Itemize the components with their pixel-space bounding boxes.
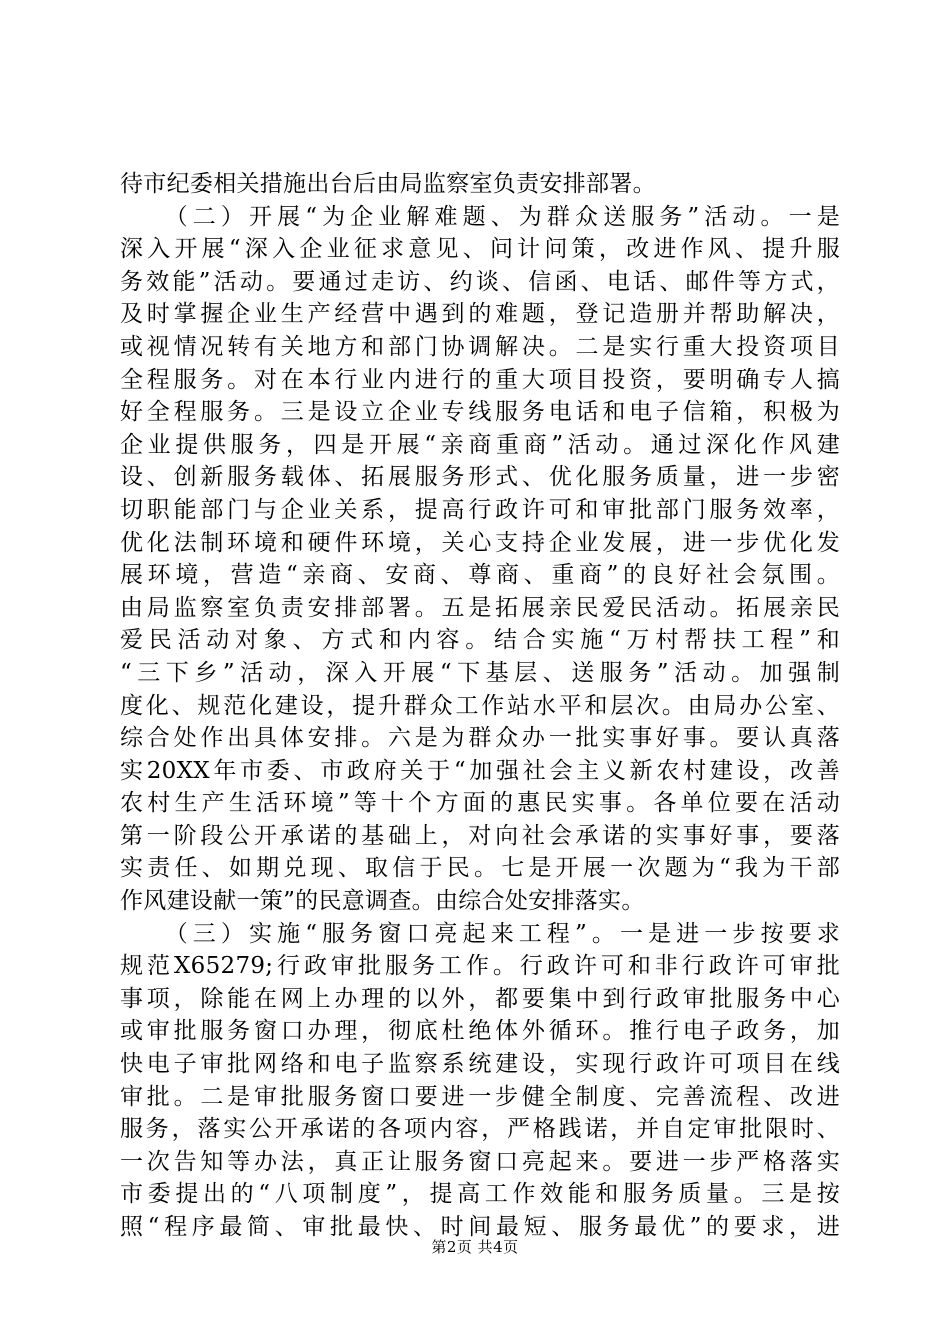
text-line: 全程服务。对在本行业内进行的重大项目投资，要明确专人搞 — [120, 366, 840, 393]
text-line: 及时掌握企业生产经营中遇到的难题，登记造册并帮助解决， — [120, 301, 840, 328]
text-line: 深入开展“深入企业征求意见、问计问策，改进作风、提升服 — [120, 236, 840, 263]
text-line: 服务，落实公开承诺的各项内容，严格践诺，并自定审批限时、 — [120, 1116, 840, 1143]
text-line: 待市纪委相关措施出台后由局监察室负责安排部署。 — [120, 171, 656, 197]
text-line: 作风建设献一策”的民意调查。由综合处安排落实。 — [120, 888, 645, 915]
text-line: “三下乡”活动，深入开展“下基层、送服务”活动。加强制 — [120, 659, 840, 686]
text-line: 切职能部门与企业关系，提高行政许可和审批部门服务效率， — [120, 496, 840, 523]
text-line: 或视情况转有关地方和部门协调解决。二是实行重大投资项目 — [120, 333, 840, 360]
page-number-label: 第2页 共4页 — [431, 1238, 519, 1256]
text-line: 好全程服务。三是设立企业专线服务电话和电子信箱，积极为 — [120, 399, 840, 426]
text-line: 展环境，营造“亲商、安商、尊商、重商”的良好社会氛围。 — [120, 562, 840, 589]
text-line: 第一阶段公开承诺的基础上，对向社会承诺的实事好事，要落 — [120, 822, 840, 849]
text-line: 优化法制环境和硬件环境，关心支持企业发展，进一步优化发 — [120, 529, 840, 556]
text-line: 规范X65279;行政审批服务工作。行政许可和非行政许可审批 — [120, 953, 840, 980]
text-line: 务效能”活动。要通过走访、约谈、信函、电话、邮件等方式， — [120, 268, 840, 295]
text-line: 综合处作出具体安排。六是为群众办一批实事好事。要认真落 — [120, 725, 840, 752]
text-line: 照“程序最简、审批最快、时间最短、服务最优”的要求，进 — [120, 1214, 840, 1240]
page-footer — [0, 1236, 950, 1257]
text-line: 市委提出的“八项制度”，提高工作效能和服务质量。三是按 — [120, 1181, 840, 1208]
document-body — [120, 168, 840, 1244]
text-line: 实20XX年市委、市政府关于“加强社会主义新农村建设，改善 — [120, 757, 840, 784]
text-line: 审批。二是审批服务窗口要进一步健全制度、完善流程、改进 — [120, 1083, 840, 1110]
text-line: 设、创新服务载体、拓展服务形式、优化服务质量，进一步密 — [120, 464, 840, 491]
text-line: （三）实施“服务窗口亮起来工程”。一是进一步按要求 — [120, 920, 840, 947]
text-line: 或审批服务窗口办理，彻底杜绝体外循环。推行电子政务，加 — [120, 1018, 840, 1045]
text-line: 企业提供服务，四是开展“亲商重商”活动。通过深化作风建 — [120, 431, 840, 458]
text-line: 快电子审批网络和电子监察系统建设，实现行政许可项目在线 — [120, 1051, 840, 1078]
text-line: 度化、规范化建设，提升群众工作站水平和层次。由局办公室、 — [120, 692, 840, 719]
text-line: 事项，除能在网上办理的以外，都要集中到行政审批服务中心 — [120, 985, 840, 1012]
text-line: 实责任、如期兑现、取信于民。七是开展一次题为“我为干部 — [120, 855, 840, 882]
text-line: 由局监察室负责安排部署。五是拓展亲民爱民活动。拓展亲民 — [120, 594, 840, 621]
text-line: （二）开展“为企业解难题、为群众送服务”活动。一是 — [120, 203, 840, 230]
text-line: 一次告知等办法，真正让服务窗口亮起来。要进一步严格落实 — [120, 1148, 840, 1175]
text-line: 爱民活动对象、方式和内容。结合实施“万村帮扶工程”和 — [120, 627, 840, 654]
text-line: 农村生产生活环境”等十个方面的惠民实事。各单位要在活动 — [120, 790, 840, 817]
